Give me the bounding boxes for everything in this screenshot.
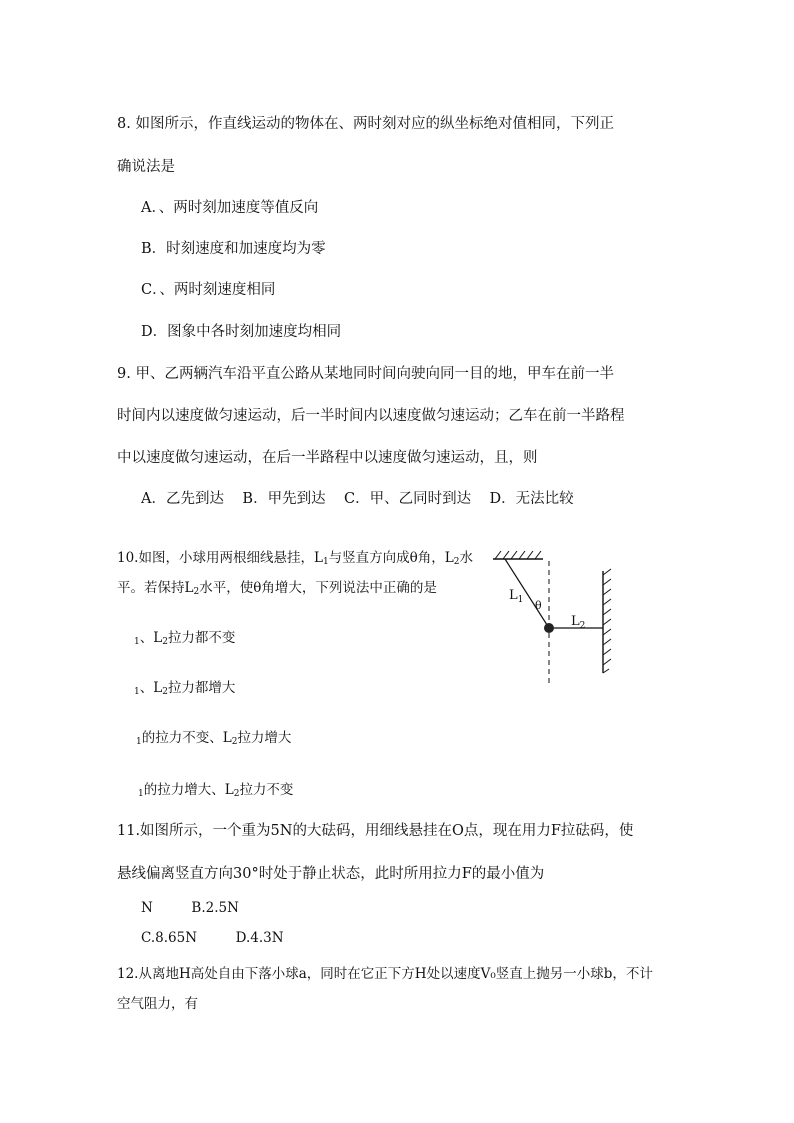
q10-stem-line1: 10.如图，小球用两根细线悬挂，$L_1$与竖直方向成θ角，$L_2$水 [117,550,473,567]
q10-stem-line2: 平。若保持$L_2$水平，使θ角增大，下列说法中正确的是 [117,580,437,597]
q11-options-line1: N B.2.5N [141,900,239,916]
label-l1: $L_1$ [509,588,524,605]
ceiling-support [493,551,543,559]
ball [544,623,554,633]
q9-options: A．乙先到达 B．甲先到达 C．甲、乙同时到达 D．无法比较 [141,491,574,507]
q8-option-d: D．图象中各时刻加速度均相同 [141,324,342,340]
q10-figure [485,545,625,685]
q9-stem-line3: 中以速度做匀速运动，在后一半路程中以速度做匀速运动，且，则 [117,450,538,466]
q10-option-2: $_1$、$L_2$拉力都增大 [134,680,236,697]
q11-stem-line2: 悬线偏离竖直方向30°时处于静止状态，此时所用拉力F的最小值为 [117,866,545,882]
q8-option-a: A．、两时刻加速度等值反向 [141,200,319,216]
q10-option-1: $_1$、$L_2$拉力都不变 [134,630,236,647]
wall-support [603,569,611,673]
q9-stem-line2: 时间内以速度做匀速运动，后一半时间内以速度做匀速运动；乙车在前一半路程 [117,408,625,424]
q8-stem-line2: 确说法是 [117,159,175,175]
q12-stem-line1: 12.从离地H高处自由下落小球a，同时在它正下方H处以速度V₀竖直上抛另一小球b，不计 [117,966,653,982]
q12-stem-line2: 空气阻力，有 [117,996,198,1012]
q8-stem-line1: 8. 如图所示，作直线运动的物体在、两时刻对应的纵坐标绝对值相同，下列正 [117,116,614,132]
label-l2: $L_2$ [571,614,586,631]
label-theta: θ [535,599,542,612]
q11-options-line2: C.8.65N D.4.3N [141,930,284,946]
q8-option-c: C．、两时刻速度相同 [141,282,276,298]
q8-option-b: B．时刻速度和加速度均为零 [141,241,326,257]
q10-option-4: $_1$的拉力增大、$L_2$拉力不变 [138,782,294,799]
q11-stem-line1: 11.如图所示，一个重为5N的大砝码，用细线悬挂在O点，现在用力F拉砝码，使 [117,823,634,839]
q10-option-3: $_1$的拉力不变、$L_2$拉力增大 [136,730,292,747]
q9-stem-line1: 9. 甲、乙两辆汽车沿平直公路从某地同时间向驶向同一目的地，甲车在前一半 [117,366,614,382]
